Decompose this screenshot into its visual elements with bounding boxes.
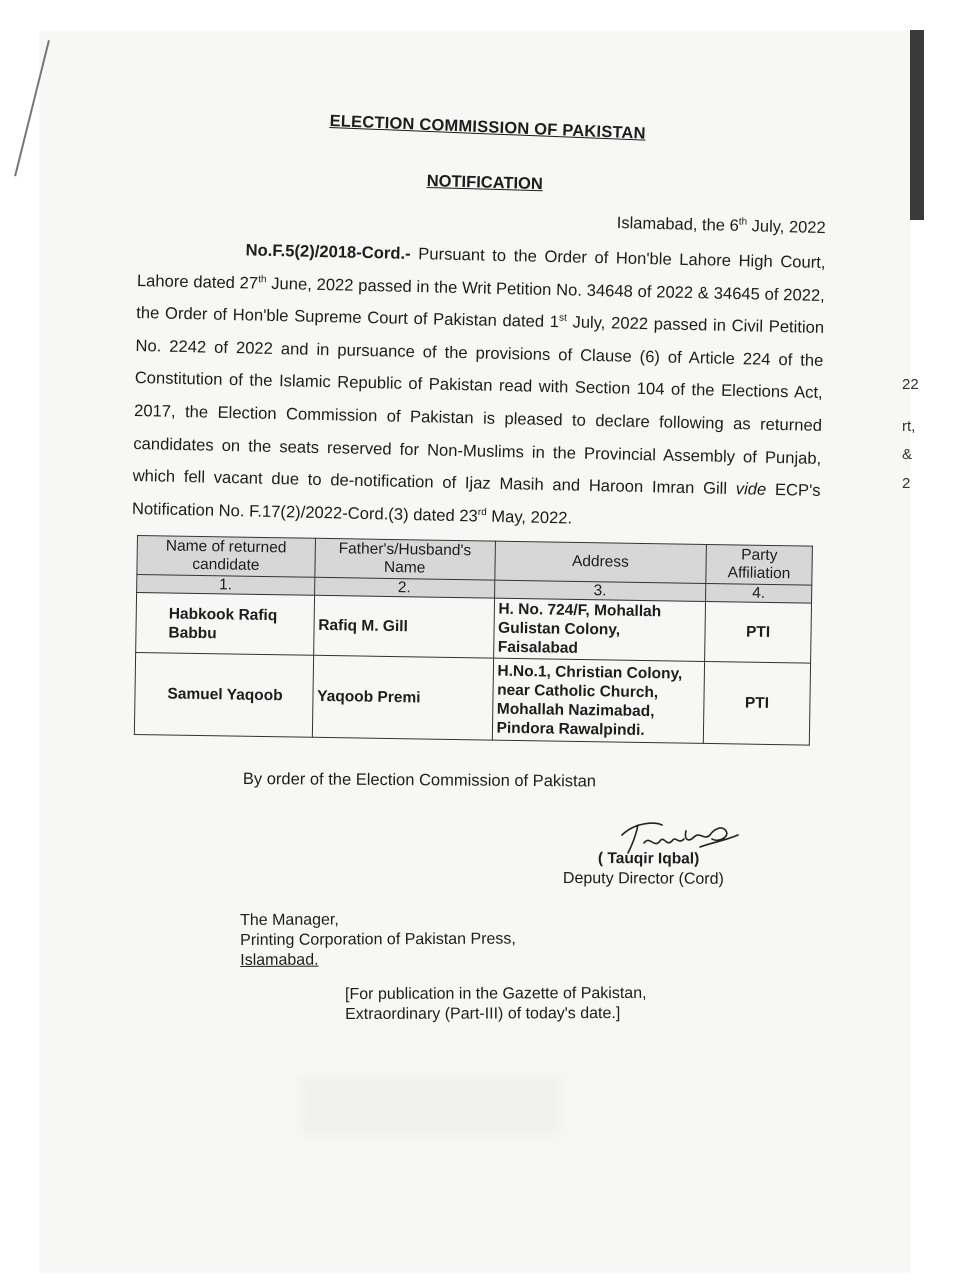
organization-title: ELECTION COMMISSION OF PAKISTAN bbox=[329, 112, 647, 143]
order-line: By order of the Election Commission of Pakistan bbox=[242, 770, 597, 791]
table-number-row: 1. 2. 3. 4. bbox=[137, 575, 812, 604]
dateline: Islamabad, the 6th July, 2022 bbox=[616, 214, 826, 238]
father-name: Yaqoob Premi bbox=[312, 655, 493, 740]
candidate-name: Habkook Rafiq Babbu bbox=[136, 593, 315, 656]
body-paragraph: No.F.5(2)/2018-Cord.- Pursuant to the Order of Hon'ble Lahore High Court, Lahore dated 27th June, 2022 passed in the Writ Petition No. 34648 of 2022 & 34645 of 2022, the Order of Hon'ble Supreme Court of Pakistan dated 1st July, 2022 passed in Civil Petition No. 2242 of 2022 and in pursuance of the provisions of Clause (6) of Article 224 of the Constitution of the Islamic Republic of Pakistan read with Section 104 of the Elections Act, 2017, the Election Commission of Pakistan is pleased to declare following as returned candidates on the seats reserved for Non-Muslims in the Provincial Assembly of Punjab, which fell vacant due to de-notification of Ijaz Masih and Haroon Imran Gill vide ECP's Notification No. F.17(2)/2022-Cord.(3) dated 23rd May, 2022. bbox=[131, 240, 826, 528]
signatory-name: ( Tauqir Iqbal) bbox=[597, 850, 700, 868]
notification-heading: NOTIFICATION bbox=[426, 172, 544, 194]
candidate-address: H.No.1, Christian Colony, near Catholic Church, Mohallah Nazimabad, Pindora Rawalpindi. bbox=[492, 658, 705, 743]
header-candidate: Name of returned candidate bbox=[137, 536, 315, 578]
father-name: Rafiq M. Gill bbox=[313, 595, 494, 658]
party-affiliation: PTI bbox=[705, 601, 812, 663]
party-affiliation: PTI bbox=[703, 661, 810, 745]
candidate-address: H. No. 724/F, Mohallah Gulistan Colony, Faisalabad bbox=[493, 598, 705, 661]
signatory-designation: Deputy Director (Cord) bbox=[562, 870, 724, 888]
table-row bbox=[136, 593, 812, 664]
returned-candidates-table bbox=[134, 535, 813, 746]
bleed-through-text: & bbox=[902, 446, 913, 463]
candidate-name: Samuel Yaqoob bbox=[134, 652, 313, 737]
scan-edge-strip bbox=[910, 30, 924, 220]
addressee-line: Islamabad. bbox=[240, 951, 319, 969]
publication-note: [For publication in the Gazette of Pakistan, Extraordinary (Part-III) of today's date.] bbox=[345, 984, 647, 1023]
bleed-through-text: 22 bbox=[902, 376, 919, 393]
reference-number: No.F.5(2)/2018-Cord.- bbox=[245, 240, 411, 263]
header-father: Father's/Husband's Name bbox=[315, 538, 495, 580]
bleed-through-text: rt, bbox=[902, 418, 916, 435]
addressee-line: The Manager, bbox=[240, 911, 339, 929]
addressee-line: Printing Corporation of Pakistan Press, bbox=[240, 930, 516, 949]
header-party: Party Affiliation bbox=[706, 544, 813, 585]
notification-body bbox=[132, 232, 826, 540]
bleed-through-text: 2 bbox=[902, 475, 911, 492]
faded-stamp bbox=[300, 1075, 560, 1135]
addressee-block bbox=[240, 910, 516, 971]
header-address: Address bbox=[494, 541, 706, 583]
table-row bbox=[134, 652, 810, 745]
